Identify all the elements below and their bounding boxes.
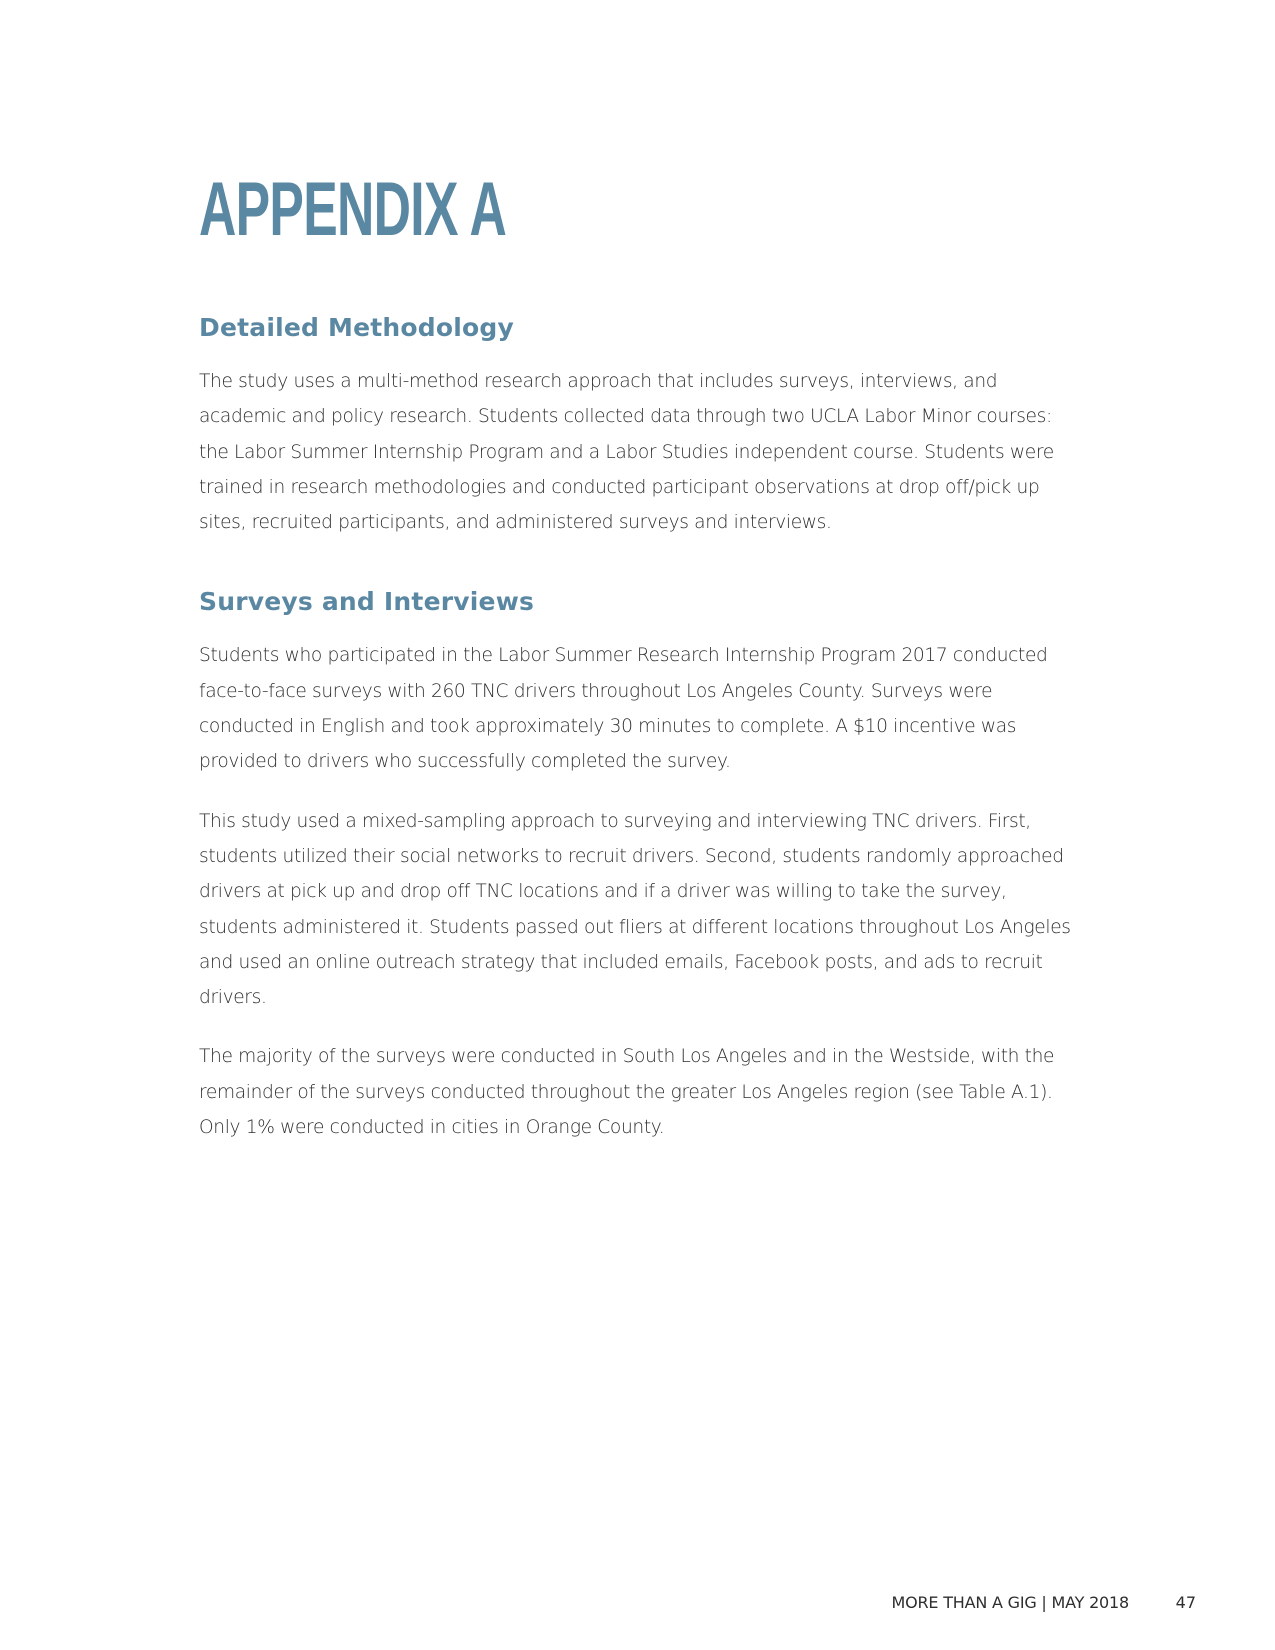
paragraph-methodology: The study uses a multi-method research approach that includes surveys, interviews, and academic and policy research. Students collected data through two UCLA Labor Minor courses: the Labor Summer Internship Program and a Labor Studies independent course. Students were trained in research methodologies and conducted participant observations at drop off/pick up sites, recruited participants, and administered surveys and interviews. bbox=[199, 371, 1054, 534]
page-footer bbox=[0, 1593, 1275, 1617]
paragraph-surveys-3: The majority of the surveys were conducted in South Los Angeles and in the Westside, with the remainder of the surveys conducted throughout the greater Los Angeles region (see Table A.1). Only 1% were conducted in cities in Orange County. bbox=[199, 1046, 1055, 1139]
page-title: APPENDIX A bbox=[199, 167, 507, 252]
paragraph-surveys-1: Students who participated in the Labor Summer Research Internship Program 2017 conducted face-to-face surveys with 260 TNC drivers throughout Los Angeles County. Surveys were conducted in English and took approximately 30 minutes to complete. A $10 incentive was provided to drivers who successfully completed the survey. bbox=[199, 645, 1048, 773]
footer-label: MORE THAN A GIG | MAY 2018 bbox=[891, 1593, 1129, 1612]
section-heading-detailed-methodology: Detailed Methodology bbox=[199, 313, 514, 342]
paragraph-surveys-2: This study used a mixed-sampling approach to surveying and interviewing TNC drivers. First, students utilized their social networks to recruit drivers. Second, students randomly approached drivers at pick up and drop off TNC locations and if a driver was willing to take the survey, students administered it. Students passed out fliers at different locations throughout Los Angeles and used an online outreach strategy that included emails, Facebook posts, and ads to recruit drivers. bbox=[199, 810, 1071, 1009]
section-heading-surveys-and-interviews: Surveys and Interviews bbox=[199, 587, 535, 617]
page-content bbox=[199, 167, 1079, 1145]
page-number: 47 bbox=[1175, 1593, 1196, 1612]
